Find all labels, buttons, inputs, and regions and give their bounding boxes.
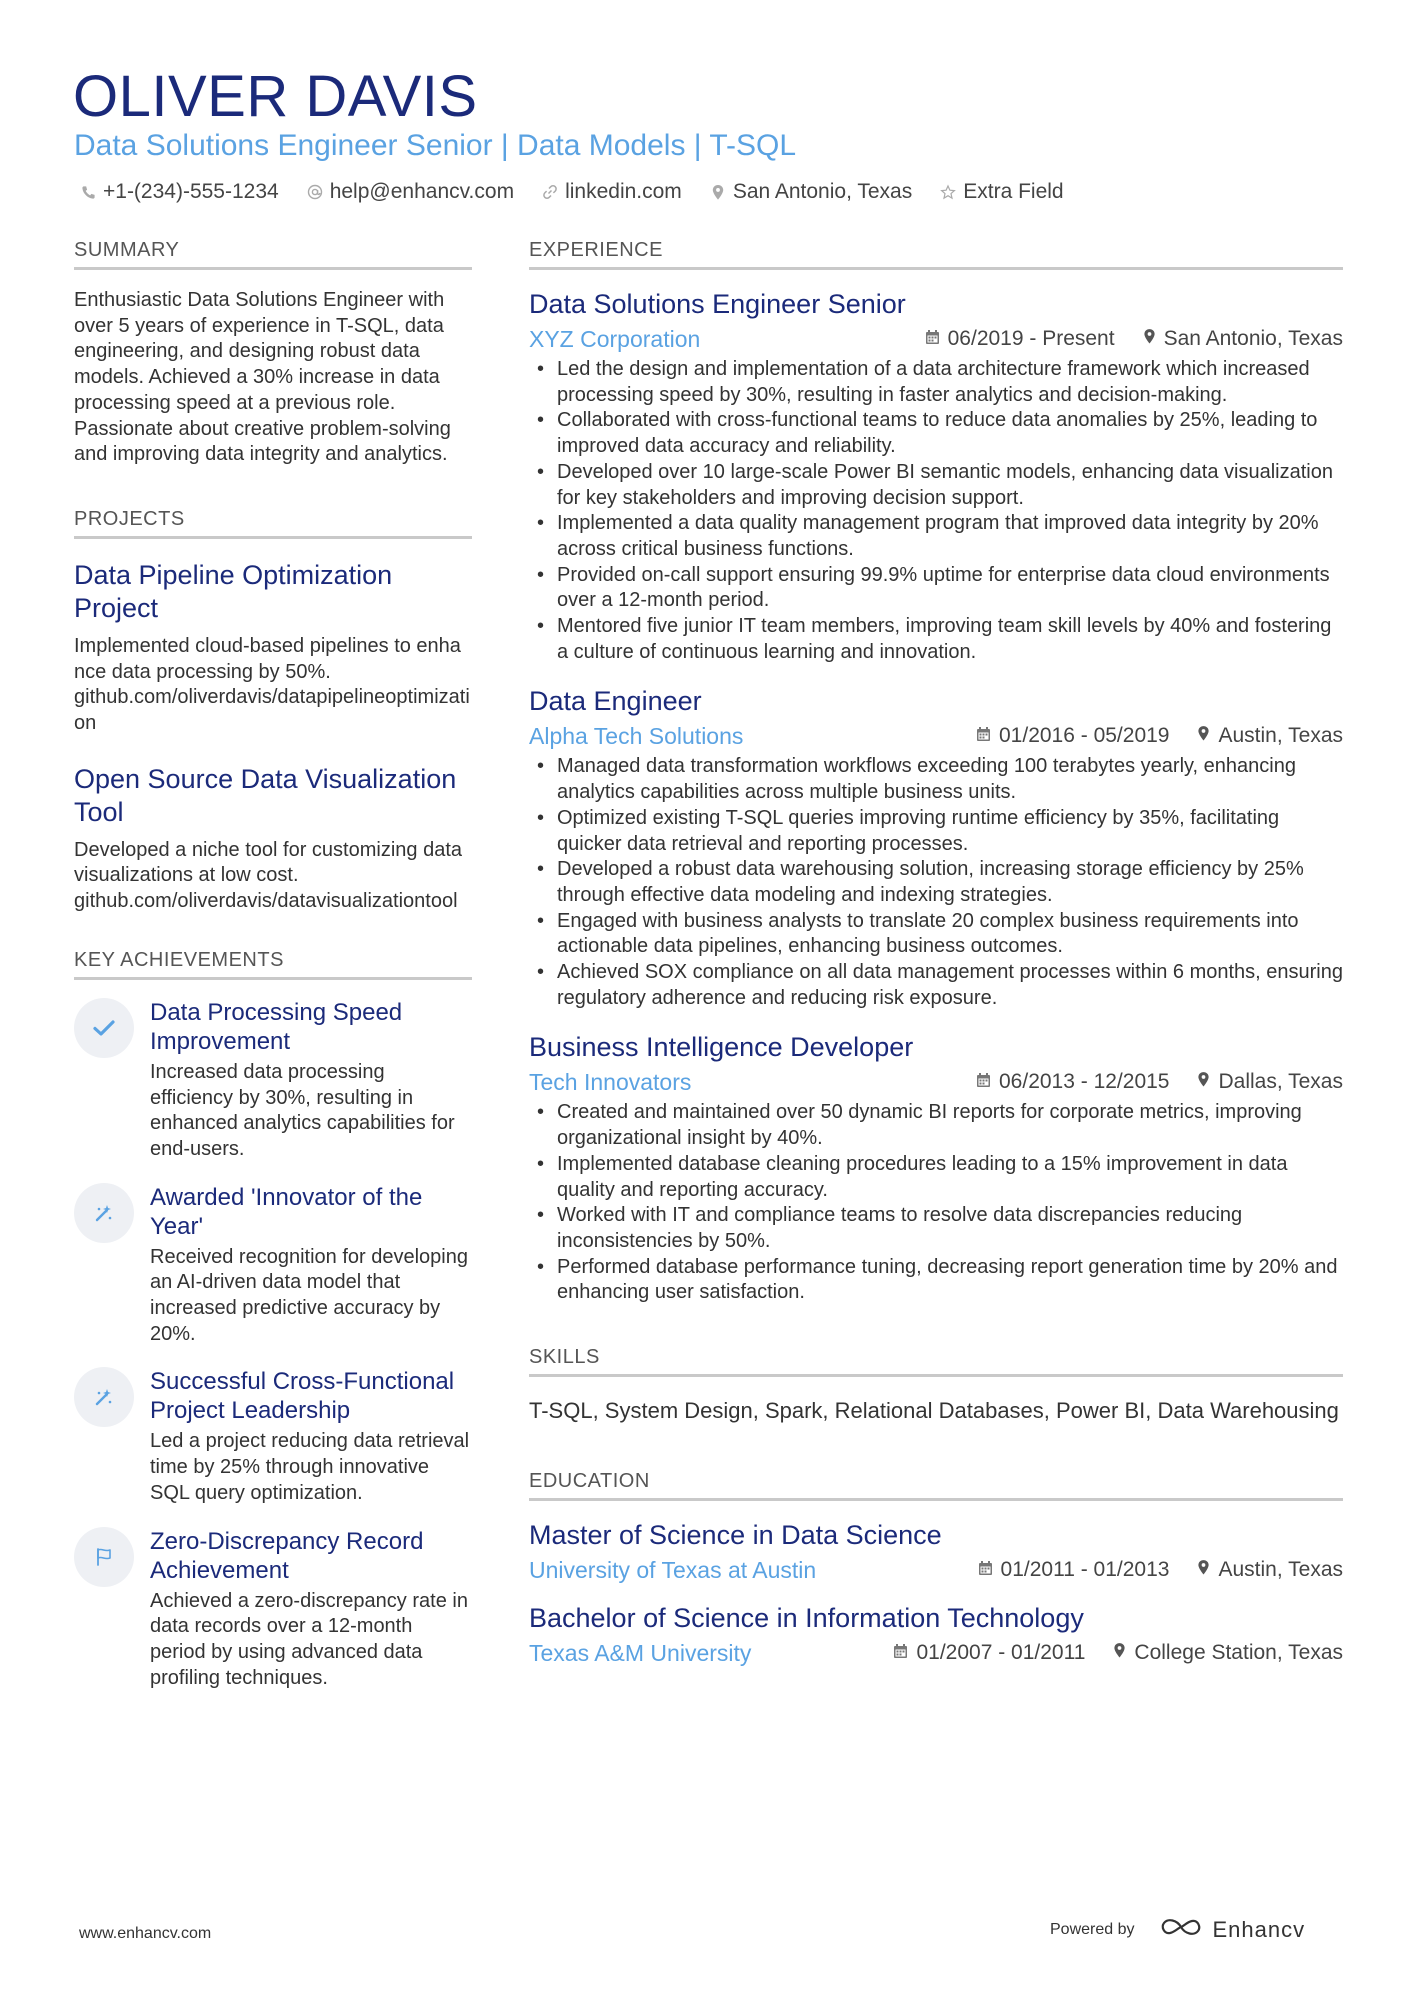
calendar-icon — [976, 1068, 991, 1096]
left-column — [74, 237, 472, 1691]
contact-email[interactable] — [307, 178, 514, 206]
job-title: Business Intelligence Developer — [529, 1032, 914, 1063]
education-entry — [529, 1519, 1343, 1584]
job-bullets — [529, 754, 1343, 1011]
contact-extra — [940, 178, 1063, 206]
achievement-description: Achieved a zero-discrepancy rate in data records over a 12-month period by using advanced data profiling techniques. — [150, 1589, 468, 1689]
achievement-item — [74, 1527, 472, 1692]
education-meta — [529, 1556, 1343, 1584]
company-name: Tech Innovators — [529, 1069, 692, 1096]
job-title: Data Solutions Engineer Senior — [529, 289, 906, 319]
job-meta — [529, 1068, 1343, 1096]
achievement-description: Increased data processing efficiency by 30%, resulting in enhanced analytics capabilities for end-users. — [150, 1060, 455, 1160]
infinity-logo-icon — [1159, 1916, 1203, 1944]
summary-section — [74, 237, 472, 468]
bullet-item: • Provided on-call support ensuring 99.9% uptime for enterprise data cloud environments over a 12-month period. — [529, 563, 1343, 614]
education-dates — [978, 1556, 1170, 1584]
job-location — [1197, 1068, 1343, 1096]
achievement-title: Zero-Discrepancy Record Achievement — [150, 1527, 424, 1584]
education-dates-text: 01/2011 - 01/2013 — [1000, 1558, 1170, 1582]
right-column — [529, 237, 1343, 1667]
achievements-section — [74, 947, 472, 1692]
job-location-text: Austin, Texas — [1218, 724, 1343, 748]
star-icon — [940, 184, 956, 200]
education-heading: EDUCATION — [529, 1468, 1343, 1501]
bullet-item: • Developed a robust data warehousing solution, increasing storage efficiency by 25% through effective data modeling and indexing strategies. — [529, 857, 1343, 908]
achievement-description: Led a project reducing data retrieval time by 25% through innovative SQL query optimization. — [150, 1430, 470, 1504]
summary-heading: SUMMARY — [74, 237, 472, 270]
calendar-icon — [925, 325, 940, 353]
bullet-item: • Engaged with business analysts to translate 20 complex business requirements into actionable data pipelines, enhancing business outcomes. — [529, 909, 1343, 960]
job-entry — [529, 288, 1343, 665]
education-location — [1113, 1639, 1343, 1667]
achievement-body — [150, 1527, 472, 1692]
education-meta — [529, 1639, 1343, 1667]
footer-website[interactable]: www.enhancv.com — [79, 1925, 212, 1942]
achievement-item — [74, 1367, 472, 1506]
calendar-icon — [976, 722, 991, 750]
skills-text: T-SQL, System Design, Spark, Relational Databases, Power BI, Data Warehousing — [529, 1398, 1339, 1424]
education-meta-right — [893, 1639, 1343, 1667]
check-icon — [74, 998, 134, 1058]
bullet-item: • Mentored five junior IT team members, improving team skill levels by 40% and fostering a culture of continuous learning and innovation. — [529, 614, 1343, 665]
bullet-item: • Managed data transformation workflows exceeding 100 terabytes yearly, enhancing analytics capabilities across multiple business units. — [529, 754, 1343, 805]
link-icon — [542, 184, 558, 200]
phone-icon — [80, 184, 96, 200]
location-icon — [1197, 1068, 1210, 1096]
job-meta-right — [925, 325, 1343, 353]
location-icon — [1113, 1639, 1126, 1667]
job-location — [1143, 325, 1343, 353]
job-meta-right — [976, 1068, 1343, 1096]
candidate-name: OLIVER DAVIS — [73, 64, 478, 129]
company-name: Alpha Tech Solutions — [529, 723, 744, 750]
job-dates — [976, 1068, 1169, 1096]
bullet-item: • Achieved SOX compliance on all data management processes within 6 months, ensuring regulatory adherence and reducing risk exposure. — [529, 960, 1343, 1011]
project-title: Data Pipeline Optimization Project — [74, 559, 393, 623]
achievement-item — [74, 1183, 472, 1348]
education-location-text: College Station, Texas — [1134, 1641, 1343, 1665]
bullet-item: • Optimized existing T-SQL queries improving runtime efficiency by 35%, facilitating quicker data retrieval and reporting processes. — [529, 806, 1343, 857]
bullet-item: • Developed over 10 large-scale Power BI semantic models, enhancing data visualization for key stakeholders and improving decision support. — [529, 460, 1343, 511]
achievement-body — [150, 1183, 472, 1348]
achievement-title: Data Processing Speed Improvement — [150, 998, 403, 1055]
degree-title: Master of Science in Data Science — [529, 1520, 942, 1551]
school-name: Texas A&M University — [529, 1640, 752, 1667]
job-entry — [529, 1031, 1343, 1306]
company-name: XYZ Corporation — [529, 326, 701, 352]
contact-phone[interactable] — [80, 178, 279, 206]
bullet-item: • Performed database performance tuning, decreasing report generation time by 20% and enhancing user satisfaction. — [529, 1255, 1343, 1306]
job-dates-text: 01/2016 - 05/2019 — [999, 724, 1170, 748]
contact-phone-text: +1-(234)-555-1234 — [103, 180, 279, 203]
headline: Data Solutions Engineer Senior | Data Models | T-SQL — [74, 129, 797, 162]
location-icon — [1197, 1556, 1210, 1584]
job-location-text: Dallas, Texas — [1218, 1070, 1343, 1094]
project-item — [74, 763, 472, 915]
contact-extra-text: Extra Field — [963, 180, 1064, 203]
bullet-item: • Implemented a data quality management program that improved data integrity by 20% across critical business functions. — [529, 511, 1343, 562]
job-location — [1197, 722, 1343, 750]
flag-icon — [74, 1527, 134, 1587]
achievements-heading: KEY ACHIEVEMENTS — [74, 947, 472, 980]
degree-title: Bachelor of Science in Information Technology — [529, 1603, 1084, 1634]
at-icon — [307, 184, 323, 200]
location-icon — [1197, 722, 1210, 750]
job-bullets — [529, 1100, 1343, 1306]
education-location-text: Austin, Texas — [1218, 1558, 1343, 1582]
location-icon — [1143, 325, 1156, 353]
contact-linkedin-text: linkedin.com — [565, 180, 682, 203]
job-meta — [529, 325, 1343, 353]
contact-location-text: San Antonio, Texas — [732, 180, 913, 203]
project-desc-text: Implemented cloud-based pipelines to enhance data processing by 50%. — [74, 634, 461, 683]
projects-section — [74, 506, 472, 915]
project-description — [74, 838, 472, 915]
bullet-item: • Created and maintained over 50 dynamic BI reports for corporate metrics, improving organizational insight by 40%. — [529, 1100, 1343, 1151]
job-dates-text: 06/2019 - Present — [947, 327, 1115, 350]
contact-email-text: help@enhancv.com — [329, 180, 515, 203]
job-dates — [976, 722, 1169, 750]
job-meta — [529, 722, 1343, 750]
education-meta-right — [978, 1556, 1343, 1584]
bullet-item: • Collaborated with cross-functional teams to reduce data anomalies by 25%, leading to improved data accuracy and reliability. — [529, 408, 1343, 459]
job-location-text: San Antonio, Texas — [1163, 327, 1343, 350]
contact-linkedin[interactable] — [542, 178, 682, 206]
education-entry — [529, 1602, 1343, 1667]
projects-heading: PROJECTS — [74, 506, 472, 539]
job-entry — [529, 685, 1343, 1011]
bullet-item: • Worked with IT and compliance teams to resolve data discrepancies reducing inconsistencies by 50%. — [529, 1203, 1343, 1254]
footer-branding — [1050, 1916, 1305, 1944]
education-dates — [893, 1639, 1085, 1667]
achievement-title: Awarded 'Innovator of the Year' — [150, 1183, 423, 1240]
project-link[interactable]: github.com/oliverdavis/datapipelineoptimization — [74, 686, 470, 735]
project-item — [74, 559, 472, 737]
magic-wand-icon — [74, 1183, 134, 1243]
project-desc-text: Developed a niche tool for customizing data visualizations at low cost. — [74, 838, 463, 887]
education-dates-text: 01/2007 - 01/2011 — [916, 1641, 1086, 1665]
achievement-title: Successful Cross-Functional Project Leadership — [150, 1368, 455, 1425]
powered-by-label: Powered by — [1050, 1921, 1135, 1938]
school-name: University of Texas at Austin — [529, 1557, 817, 1584]
achievement-description: Received recognition for developing an AI-driven data model that increased predictive accuracy by 20%. — [150, 1245, 468, 1345]
job-dates — [925, 325, 1115, 353]
job-bullets — [529, 357, 1343, 665]
bullet-item: • Led the design and implementation of a data architecture framework which increased processing speed by 30%, resulting in faster analytics and decision-making. — [529, 357, 1343, 408]
skills-heading: SKILLS — [529, 1344, 1343, 1377]
job-title: Data Engineer — [529, 686, 702, 717]
contact-location — [710, 178, 912, 206]
education-location — [1197, 1556, 1343, 1584]
magic-wand-icon — [74, 1367, 134, 1427]
achievement-item — [74, 998, 472, 1163]
brand-name: Enhancv — [1212, 1917, 1306, 1942]
job-meta-right — [976, 722, 1343, 750]
calendar-icon — [978, 1556, 993, 1584]
education-section — [529, 1468, 1343, 1667]
brand-logo[interactable] — [1159, 1916, 1306, 1944]
experience-section — [529, 237, 1343, 1306]
bullet-item: • Implemented database cleaning procedures leading to a 15% improvement in data quality and reporting accuracy. — [529, 1152, 1343, 1203]
achievement-body — [150, 1367, 472, 1506]
calendar-icon — [893, 1639, 908, 1667]
project-link[interactable]: github.com/oliverdavis/datavisualizationtool — [74, 890, 458, 913]
experience-heading: EXPERIENCE — [529, 237, 1343, 270]
contact-bar — [80, 178, 1064, 206]
location-icon — [710, 184, 726, 200]
achievement-body — [150, 998, 472, 1163]
project-title: Open Source Data Visualization Tool — [74, 763, 457, 827]
job-dates-text: 06/2013 - 12/2015 — [999, 1070, 1170, 1094]
project-description — [74, 634, 472, 737]
summary-text: Enthusiastic Data Solutions Engineer with over 5 years of experience in T-SQL, data engineering, and designing robust data models. Achieved a 30% increase in data processing speed at a previous role. Passionate about creative problem-solving and improving data integrity and analytics. — [74, 289, 451, 466]
skills-section — [529, 1344, 1343, 1424]
